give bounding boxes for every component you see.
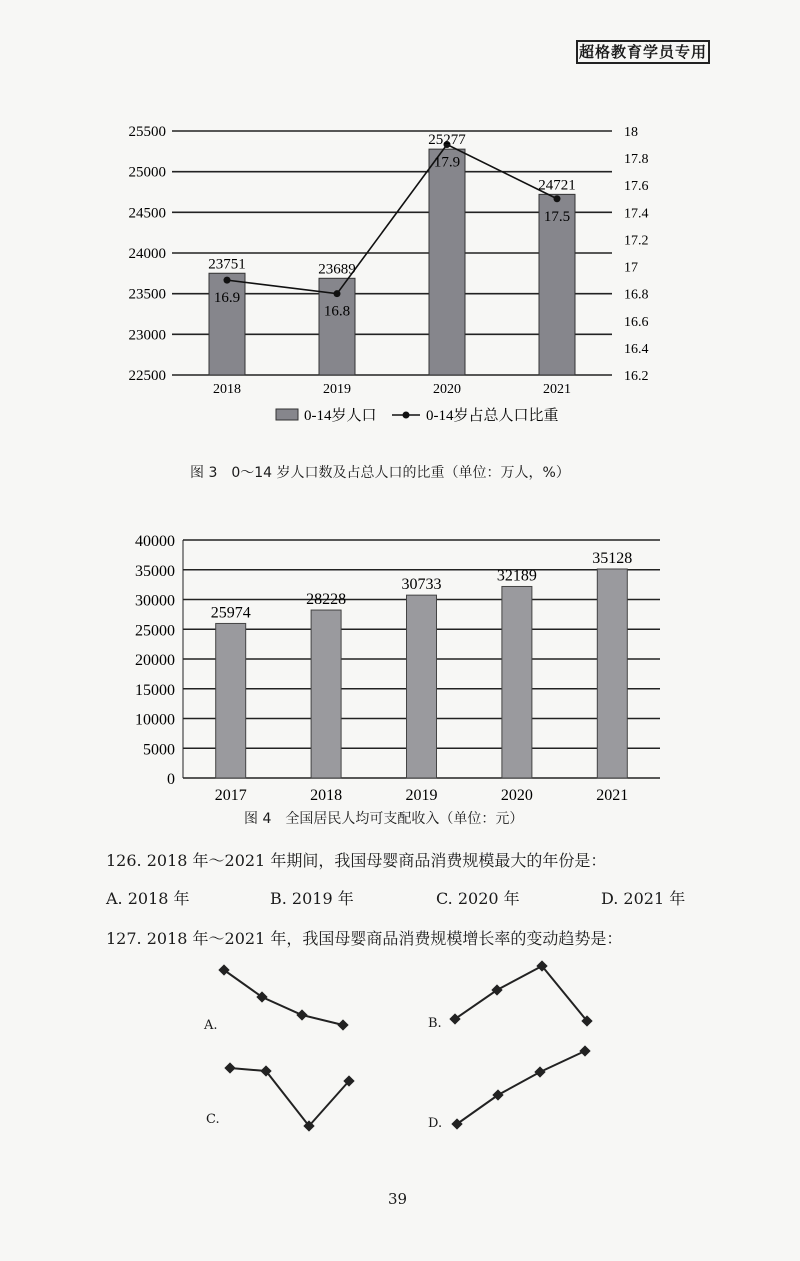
legend-line-label: 0-14岁占总人口比重 — [426, 408, 559, 424]
left-tick-label: 23000 — [128, 327, 166, 344]
ratio-value-label: 16.9 — [213, 290, 241, 307]
right-tick-label: 16.4 — [624, 341, 649, 357]
q127-option-b-label[interactable]: B. — [428, 1016, 442, 1031]
x-tick-label: 2019 — [323, 382, 351, 397]
right-tick-label: 17 — [624, 260, 638, 276]
bar — [311, 610, 341, 778]
ratio-point — [554, 195, 561, 202]
bar — [502, 586, 532, 778]
x-tick-label: 2018 — [310, 787, 343, 804]
bar-value-label: 23751 — [208, 256, 246, 273]
q126-option-d[interactable]: D. 2021 年 — [601, 889, 686, 908]
question-126: 126. 2018 年～2021 年期间，我国母婴商品消费规模最大的年份是： — [106, 851, 607, 870]
left-tick-label: 25500 — [128, 124, 166, 140]
right-tick-label: 17.4 — [624, 206, 649, 222]
x-tick-label: 2021 — [596, 787, 629, 804]
trend-b-icon[interactable] — [449, 960, 592, 1026]
right-tick-label: 16.6 — [624, 314, 649, 330]
right-tick-label: 17.2 — [624, 233, 649, 249]
q126-option-c[interactable]: C. 2020 年 — [436, 889, 520, 908]
right-tick-label: 17.6 — [624, 179, 649, 195]
left-tick-label: 25000 — [128, 164, 166, 181]
q127-option-c-label[interactable]: C. — [206, 1112, 220, 1127]
bar-value-label: 32189 — [496, 567, 537, 585]
ratio-line — [227, 145, 557, 294]
trend-c-icon[interactable] — [224, 1062, 354, 1131]
bar-value-label: 25974 — [210, 604, 251, 622]
x-tick-label: 2017 — [214, 787, 247, 804]
x-tick-label: 2021 — [543, 382, 571, 397]
right-tick-label: 16.8 — [624, 287, 649, 303]
y-tick-label: 25000 — [135, 622, 175, 640]
bar-value-label: 23689 — [318, 261, 356, 278]
q126-option-b[interactable]: B. 2019 年 — [270, 889, 354, 908]
left-tick-label: 23500 — [128, 286, 166, 303]
y-tick-label: 15000 — [135, 681, 175, 699]
q127-option-d-label[interactable]: D. — [428, 1116, 443, 1131]
y-tick-label: 35000 — [135, 562, 175, 580]
right-tick-label: 18 — [624, 125, 638, 140]
bar-value-label: 30733 — [401, 576, 442, 594]
y-tick-label: 30000 — [135, 592, 175, 610]
ratio-point — [334, 290, 341, 297]
figure3-caption: 图 3 0～14 岁人口数及占总人口的比重（单位：万人，%） — [190, 465, 570, 481]
bar-value-label: 28228 — [306, 591, 347, 609]
legend-bar-swatch — [276, 409, 298, 420]
bar — [429, 149, 465, 375]
legend-bar-label: 0-14岁人口 — [304, 408, 377, 424]
trend-d-icon[interactable] — [451, 1045, 590, 1129]
y-tick-label: 10000 — [135, 711, 175, 729]
bar — [216, 623, 246, 778]
question-127: 127. 2018 年～2021 年，我国母婴商品消费规模增长率的变动趋势是： — [106, 929, 623, 948]
q126-option-a[interactable]: A. 2018 年 — [106, 889, 190, 908]
header-badge: 超格教育学员专用 — [576, 40, 710, 64]
figure4-chart — [0, 520, 800, 820]
figure4-caption: 图 4 全国居民人均可支配收入（单位：元） — [244, 811, 524, 827]
left-tick-label: 24500 — [128, 205, 166, 222]
bar-value-label: 25277 — [428, 132, 466, 149]
left-tick-label: 22500 — [128, 368, 166, 384]
ratio-point — [224, 277, 231, 284]
q127-option-a-label[interactable]: A. — [204, 1018, 218, 1033]
bar-value-label: 35128 — [592, 549, 633, 567]
trend-a-icon[interactable] — [218, 964, 348, 1030]
x-tick-label: 2019 — [405, 787, 438, 804]
x-tick-label: 2020 — [433, 382, 461, 397]
x-tick-label: 2018 — [213, 382, 241, 397]
bar-value-label: 24721 — [538, 177, 576, 194]
y-tick-label: 5000 — [143, 741, 175, 759]
q127-trend-options — [0, 950, 800, 1170]
legend-line-marker — [403, 412, 410, 419]
y-tick-label: 40000 — [135, 533, 175, 550]
ratio-value-label: 17.5 — [543, 208, 571, 225]
ratio-value-label: 17.9 — [433, 154, 461, 171]
y-tick-label: 20000 — [135, 652, 175, 669]
right-tick-label: 17.8 — [624, 152, 649, 168]
y-tick-label: 0 — [167, 771, 175, 788]
bar — [597, 569, 627, 778]
left-tick-label: 24000 — [128, 246, 166, 262]
bar — [407, 595, 437, 778]
page-number: 39 — [388, 1190, 408, 1208]
bar — [209, 273, 245, 375]
ratio-value-label: 16.8 — [323, 303, 351, 320]
right-tick-label: 16.2 — [624, 369, 649, 384]
x-tick-label: 2020 — [500, 787, 533, 804]
